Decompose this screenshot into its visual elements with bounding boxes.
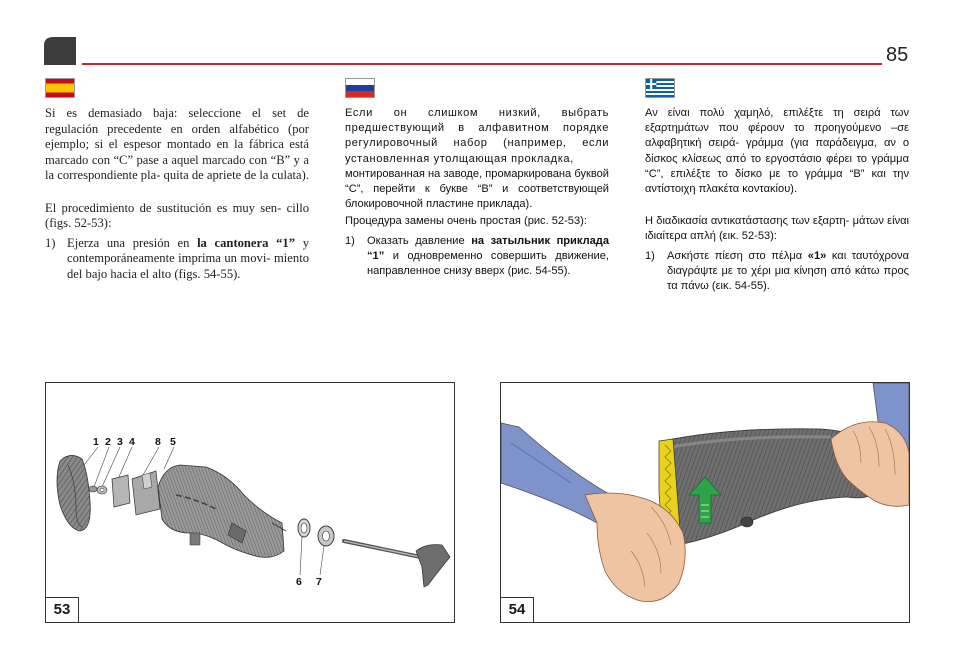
step-text-bold: на затыльник приклада “1” xyxy=(367,234,609,262)
spain-flag-icon xyxy=(45,78,75,98)
russian-step-1 xyxy=(345,234,609,280)
spanish-paragraph-1: Si es demasiado baja: seleccione el set de regulación precedente en orden alfabético (por ejemplo; si el espesor montado en la fábrica está marcado con “C” pase a aquel marcado con “B” y a la correspondiente pla- quita de apriete de la culata). xyxy=(45,106,309,182)
step-text-bold: «1» xyxy=(807,249,827,262)
russian-paragraph-1-lead: Если он слишком низкий, выбрать предшествующий в алфавитном порядке регулировочный набор (например, если установленная утолщающая прокладка, xyxy=(345,107,609,165)
step-text xyxy=(367,234,609,280)
hands-stock-illustration xyxy=(501,383,909,622)
callout-3: 3 xyxy=(117,436,123,448)
callout-8: 8 xyxy=(155,436,161,448)
spanish-column xyxy=(45,106,309,282)
callout-4: 4 xyxy=(129,436,135,448)
callout-6: 6 xyxy=(296,576,302,588)
step-text-post: и одновременно совершить движение, направленное снизу вверх (рис. 54-55). xyxy=(367,249,609,278)
step-text xyxy=(667,249,909,295)
russia-flag-icon xyxy=(345,78,375,98)
figure-54 xyxy=(500,382,910,623)
exploded-stock-illustration xyxy=(46,383,454,622)
russian-column xyxy=(345,106,609,279)
page-number: 85 xyxy=(886,44,909,66)
step-number: 1) xyxy=(45,235,56,250)
header-rule xyxy=(82,63,882,65)
greek-paragraph-2: Η διαδικασία αντικατάστασης των εξαρτη- μάτων είναι ιδιαίτερα απλή (εικ. 52-53): xyxy=(645,215,909,243)
greek-column xyxy=(645,106,909,294)
callout-1: 1 xyxy=(93,436,99,448)
russian-paragraph-1-rest: монтированная на заводе, промаркирована буквой “C”, перейти к букве “B” и соответствующей блокировочной пластине приклада). xyxy=(345,167,609,211)
brand-tab-icon xyxy=(44,37,76,65)
callout-7: 7 xyxy=(316,576,322,588)
figure-54-label: 54 xyxy=(501,597,534,622)
greece-flag-icon xyxy=(645,78,675,98)
step-text-pre: Оказать давление xyxy=(367,234,472,247)
step-text-post: και ταυτόχρονα διαγράψτε με το χέρι μια κίνηση από κάτω προς τα πάνω (εικ. 54-55). xyxy=(667,249,909,293)
step-text-pre: Ασκήστε πίεση στο πέλμα xyxy=(667,249,808,262)
greek-paragraph-1: Αν είναι πολύ χαμηλό, επιλέξτε τη σειρά των εξαρτημάτων που φέρουν το προηγούμενο –σε αλφαβητική σειρά- γράμμα (για παράδειγμα, αν ο δίσκος κλίσεως από το εργοστάσιο φέρει το γράμμα “C”, επιλέξτε το δίσκο με το γράμμα “B” και την αντίστοιχη πλακέτα κοντακίου). xyxy=(645,107,909,196)
step-number: 1) xyxy=(345,234,355,247)
step-number: 1) xyxy=(645,249,655,262)
spanish-paragraph-2: El procedimiento de sustitución es muy sen- cillo (figs. 52-53): xyxy=(45,200,309,230)
russian-paragraph-2: Процедура замены очень простая (рис. 52-53): xyxy=(345,215,587,228)
callout-2: 2 xyxy=(105,436,111,448)
greek-step-1 xyxy=(645,249,909,295)
callout-5: 5 xyxy=(170,436,176,448)
figure-53-label: 53 xyxy=(46,597,79,622)
figure-53 xyxy=(45,382,455,623)
step-text-post: y contemporáneamente imprima un movi- miento del bajo hacia el alto (figs. 54-55). xyxy=(67,235,309,281)
step-text-pre: Ejerza una presión en xyxy=(67,235,198,250)
spanish-step-1 xyxy=(45,236,309,283)
step-text-bold: la cantonera “1” xyxy=(197,235,295,250)
step-text xyxy=(67,236,309,283)
